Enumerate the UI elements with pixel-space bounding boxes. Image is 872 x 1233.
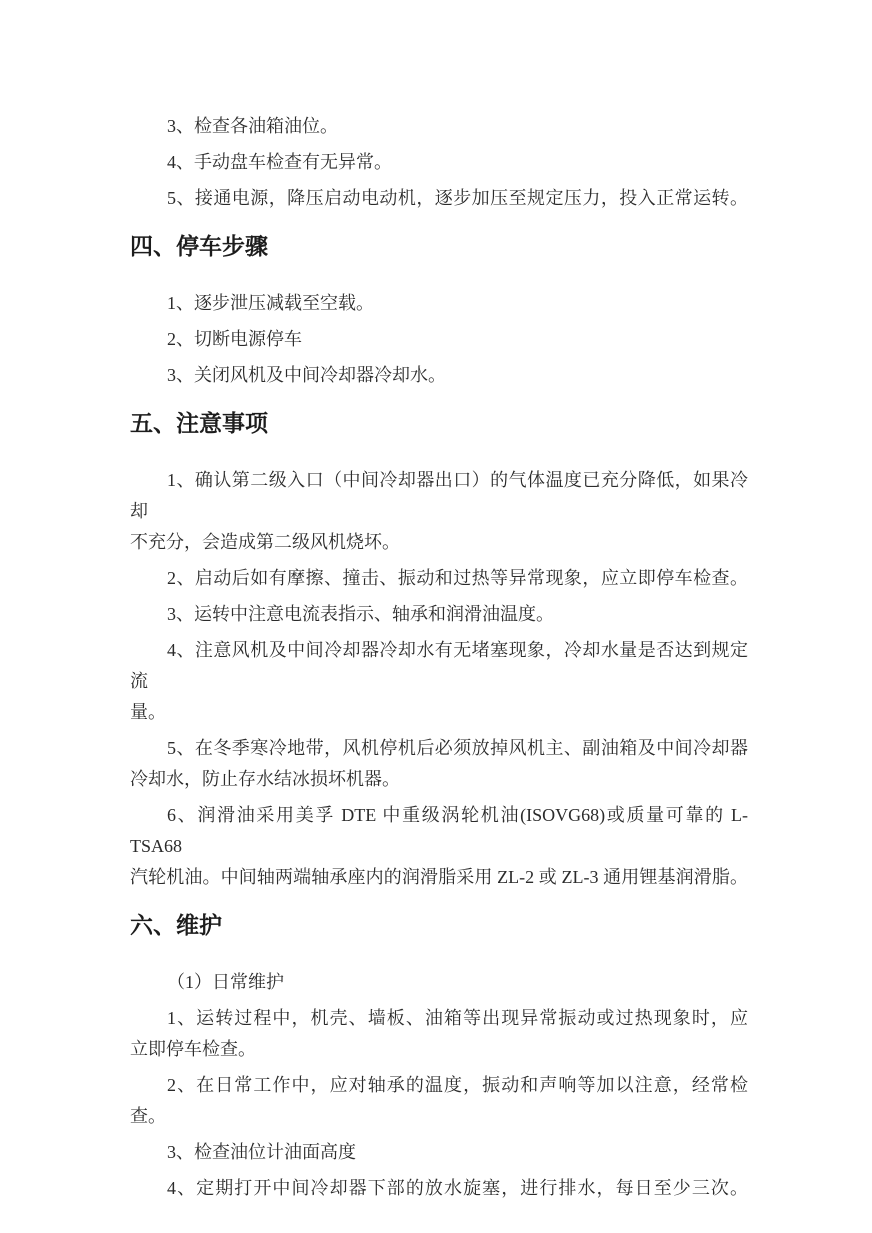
text-line: 不充分，会造成第二级风机烧坏。 xyxy=(130,532,400,552)
list-item: 3、关闭风机及中间冷却器冷却水。 xyxy=(167,365,446,385)
text-line: 5、在冬季寒冷地带，风机停机后必须放掉风机主、副油箱及中间冷却器 xyxy=(167,738,748,758)
list-item: 3、运转中注意电流表指示、轴承和润滑油温度。 xyxy=(167,604,554,624)
heading-section4-stop-steps: 四、停车步骤 xyxy=(130,234,268,259)
text-line: 1、运转过程中，机壳、墙板、油箱等出现异常振动或过热现象时，应 xyxy=(167,1008,748,1028)
heading-section5-precautions: 五、注意事项 xyxy=(130,411,268,436)
list-item: 4、手动盘车检查有无异常。 xyxy=(167,152,392,172)
sub-heading-daily-maintenance: （1）日常维护 xyxy=(167,972,284,992)
text-line: 6、润滑油采用美孚 DTE 中重级涡轮机油(ISOVG68)或质量可靠的 L-TSA68 xyxy=(130,805,748,856)
paragraph xyxy=(130,1003,748,1065)
text-line: 汽轮机油。中间轴两端轴承座内的润滑脂采用 ZL-2 或 ZL-3 通用锂基润滑脂。 xyxy=(130,867,748,887)
heading-section6-maintenance: 六、维护 xyxy=(130,913,222,938)
paragraph xyxy=(130,635,748,728)
paragraph xyxy=(130,465,748,558)
paragraph xyxy=(130,1070,748,1132)
text-line: 4、注意风机及中间冷却器冷却水有无堵塞现象，冷却水量是否达到规定流 xyxy=(130,640,748,691)
list-item: 2、切断电源停车 xyxy=(167,329,302,349)
text-line: 2、在日常工作中，应对轴承的温度，振动和声响等加以注意，经常检 xyxy=(167,1075,748,1095)
text-line: 冷却水，防止存水结冰损坏机器。 xyxy=(130,769,400,789)
paragraph xyxy=(130,800,748,893)
list-item: 3、检查各油箱油位。 xyxy=(167,116,338,136)
list-item: 3、检查油位计油面高度 xyxy=(167,1142,356,1162)
text-line: 查。 xyxy=(130,1106,166,1126)
list-item: 5、接通电源，降压启动电动机，逐步加压至规定压力，投入正常运转。 xyxy=(167,188,748,208)
list-item: 1、逐步泄压减载至空载。 xyxy=(167,293,374,313)
list-item: 4、定期打开中间冷却器下部的放水旋塞，进行排水，每日至少三次。 xyxy=(167,1178,748,1198)
text-line: 1、确认第二级入口（中间冷却器出口）的气体温度已充分降低，如果冷却 xyxy=(130,470,748,521)
text-line: 量。 xyxy=(130,702,166,722)
text-line: 立即停车检查。 xyxy=(130,1039,256,1059)
list-item: 2、启动后如有摩擦、撞击、振动和过热等异常现象，应立即停车检查。 xyxy=(167,568,748,588)
paragraph xyxy=(130,733,748,795)
